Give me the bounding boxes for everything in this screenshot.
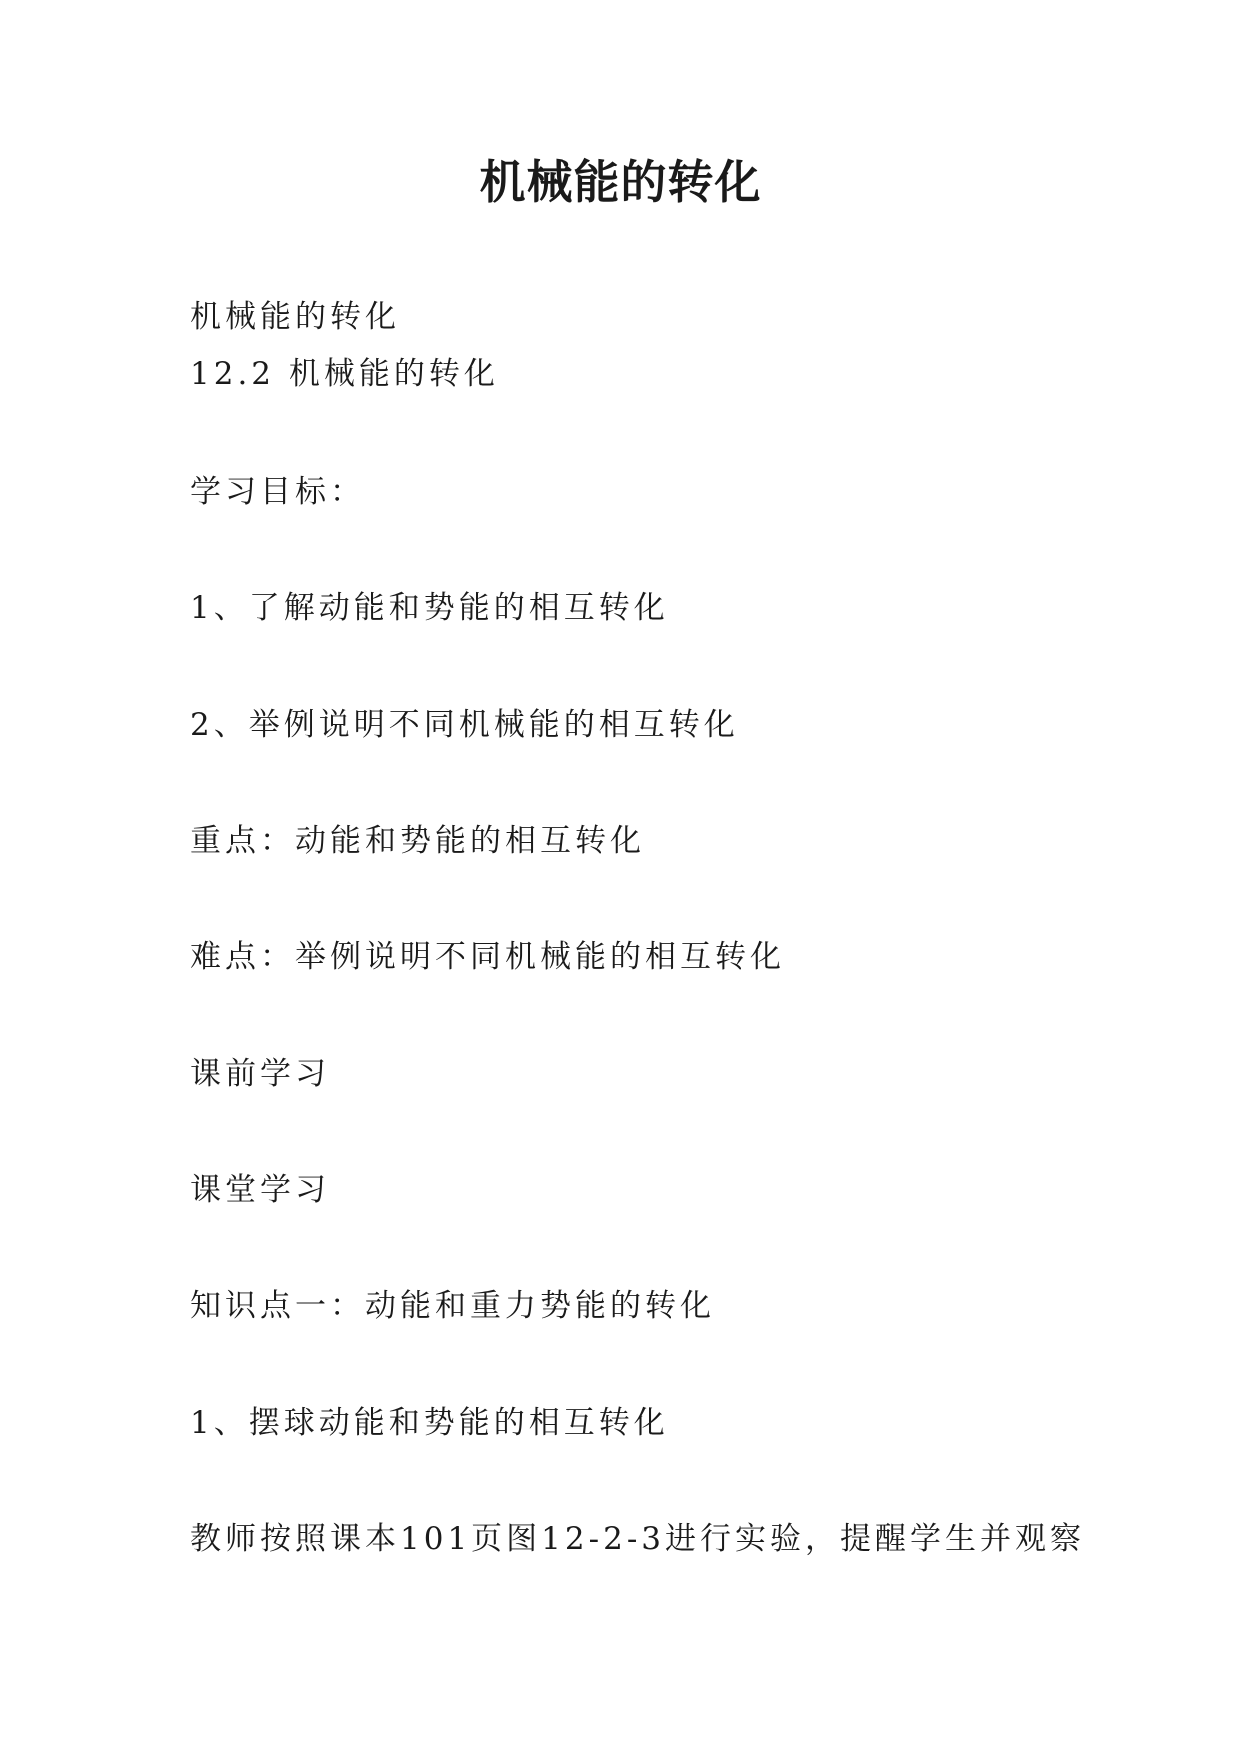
- paragraph-difficulty: 难点：举例说明不同机械能的相互转化: [190, 939, 785, 975]
- paragraph-learning-goals-heading: 学习目标：: [190, 474, 365, 510]
- paragraph-goal-2: 2、举例说明不同机械能的相互转化: [190, 707, 739, 743]
- document-title: 机械能的转化: [479, 155, 762, 209]
- paragraph-knowledge-point-1: 知识点一：动能和重力势能的转化: [190, 1288, 715, 1324]
- paragraph-experiment: 教师按照课本101页图12-2-3进行实验，提醒学生并观察: [190, 1521, 1086, 1557]
- paragraph-goal-1: 1、了解动能和势能的相互转化: [190, 590, 669, 626]
- paragraph-key-point: 重点：动能和势能的相互转化: [190, 823, 645, 859]
- paragraph-subtitle: 机械能的转化: [190, 299, 400, 335]
- paragraph-section-number: 12.2 机械能的转化: [190, 356, 499, 392]
- paragraph-pendulum: 1、摆球动能和势能的相互转化: [190, 1405, 669, 1441]
- paragraph-pre-class: 课前学习: [190, 1056, 330, 1092]
- paragraph-in-class: 课堂学习: [190, 1172, 330, 1208]
